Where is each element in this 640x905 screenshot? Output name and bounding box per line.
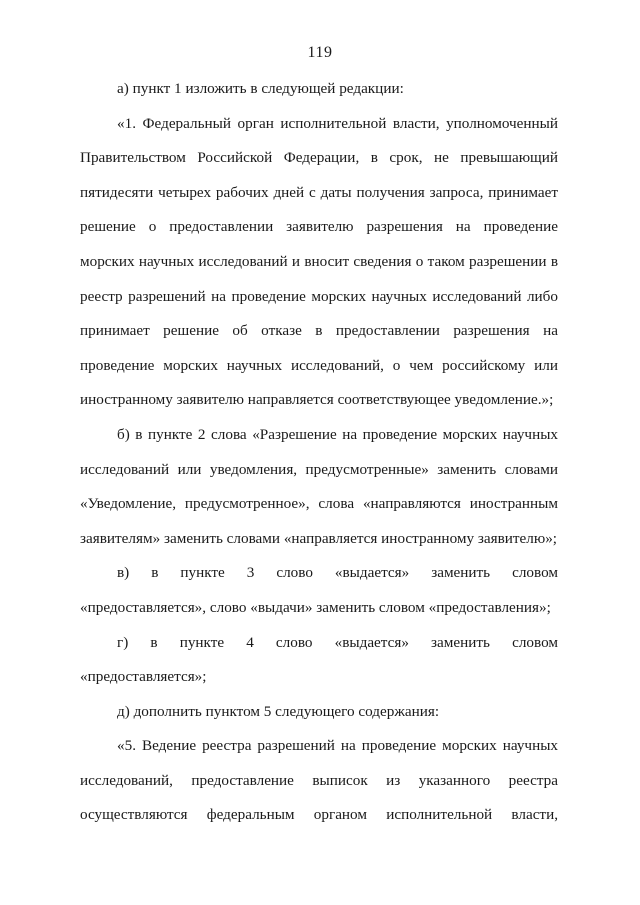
paragraph-quoted-item-1: «1. Федеральный орган исполнительной власти, уполномоченный Правительством Российской Федерации, в срок, не превышающий пятидесяти четырех рабочих дней с даты получения запроса, принимает решение о предоставлении заявителю разрешения на проведение морских научных исследований и вносит сведения о таком разрешении в реестр разрешений на проведение морских научных исследований либо принимает решение об отказе в предоставлении разрешения на проведение морских научных исследований, о чем российскому или иностранному заявителю направляется соответствующее уведомление.»; bbox=[80, 114, 558, 409]
paragraph-d: д) дополнить пунктом 5 следующего содержания: bbox=[117, 702, 440, 720]
paragraph-b: б) в пункте 2 слова «Разрешение на проведение морских научных исследований или уведомления, предусмотренные» заменить словами «Уведомление, предусмотренное», слова «направляются иностранным заявителям» заменить словами «направляется иностранному заявителю»; bbox=[80, 425, 558, 547]
paragraph-a: а) пункт 1 изложить в следующей редакции: bbox=[117, 80, 404, 97]
page-number: 119 bbox=[307, 44, 333, 61]
document-body bbox=[80, 72, 558, 833]
paragraph-v: в) в пункте 3 слово «выдается» заменить словом «предоставляется», слово «выдачи» заменить словом «предоставления»; bbox=[80, 564, 558, 616]
paragraph-g: г) в пункте 4 слово «выдается» заменить словом «предоставляется»; bbox=[80, 633, 558, 686]
paragraph-quoted-item-5: «5. Ведение реестра разрешений на проведение морских научных исследований, предоставление выписок из указанного реестра осуществляются федеральным органом исполнительной власти, bbox=[80, 737, 558, 824]
